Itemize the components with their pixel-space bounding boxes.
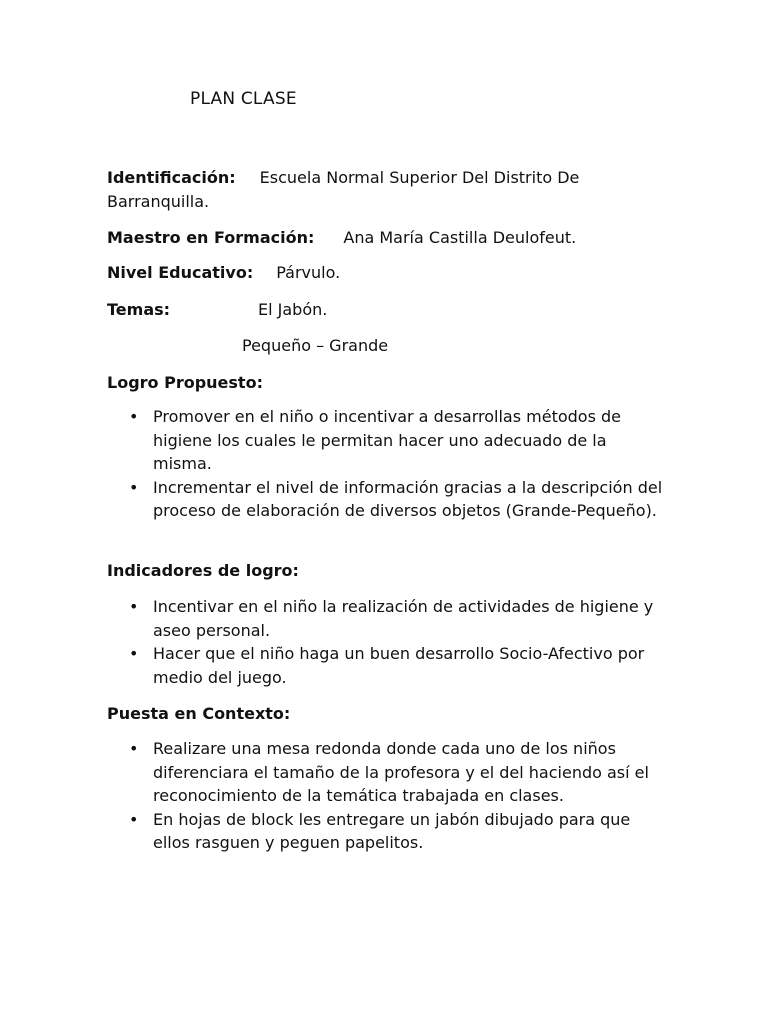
- puesta-item: • En hojas de block les entregare un jabón dibujado para que ellos rasguen y peguen papelitos.: [107, 808, 667, 855]
- nivel-row: [107, 261, 340, 285]
- identificacion-value: Escuela Normal Superior Del Distrito De Barranquilla.: [107, 168, 580, 211]
- logro-item: • Promover en el niño o incentivar a desarrollas métodos de higiene los cuales le permitan hacer uno adecuado de la misma.: [107, 405, 667, 476]
- indicadores-heading: Indicadores de logro:: [107, 561, 299, 580]
- tema-item-1: El Jabón.: [258, 300, 328, 319]
- page-title: PLAN CLASE: [190, 89, 297, 109]
- puesta-heading: Puesta en Contexto:: [107, 704, 291, 723]
- logro-heading: Logro Propuesto:: [107, 373, 263, 392]
- temas-label: Temas:: [107, 300, 171, 319]
- puesta-item: • Realizare una mesa redonda donde cada uno de los niños diferenciara el tamaño de la profesora y el del haciendo así el reconocimiento de la temática trabajada en clases.: [107, 737, 667, 808]
- nivel-label: Nivel Educativo:: [107, 263, 254, 282]
- identificacion-label: Identificación:: [107, 168, 236, 187]
- identificacion-row: [107, 166, 667, 213]
- maestro-label: Maestro en Formación:: [107, 228, 315, 247]
- tema-item-2: Pequeño – Grande: [242, 336, 389, 355]
- indicadores-list: [107, 595, 667, 689]
- nivel-value: Párvulo.: [276, 263, 341, 282]
- logro-item: • Incrementar el nivel de información gracias a la descripción del proceso de elaboración de diversos objetos (Grande-Pequeño).: [107, 476, 667, 523]
- puesta-list: [107, 737, 667, 855]
- logro-list: [107, 405, 667, 523]
- indicador-item: • Incentivar en el niño la realización de actividades de higiene y aseo personal.: [107, 595, 667, 642]
- temas-row: [107, 298, 170, 322]
- maestro-row: [107, 226, 576, 250]
- maestro-value: Ana María Castilla Deulofeut.: [343, 228, 577, 247]
- indicador-item: • Hacer que el niño haga un buen desarrollo Socio-Afectivo por medio del juego.: [107, 642, 667, 689]
